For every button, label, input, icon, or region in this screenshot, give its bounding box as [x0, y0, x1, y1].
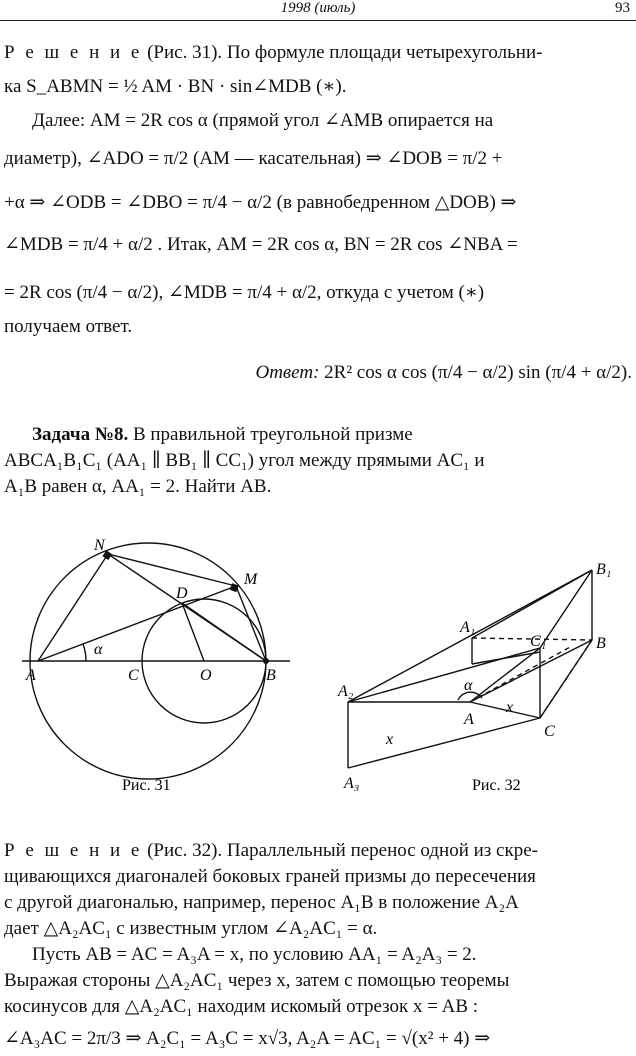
solution2-line-4: дает △A₂AC₁ с известным углом ∠A₂AC₁ = α. [4, 918, 378, 939]
segment-NM [108, 554, 236, 586]
label-D: D [176, 585, 188, 602]
solution-line-4: диаметр), ∠ADO = π/2 (AM — касательная) ⇒ ∠DOB = π/2 + [4, 148, 503, 169]
solution-line-2: ка S_ABMN = ½ AM · BN · sin∠MDB (∗). [4, 76, 347, 97]
solution-lead: Р е ш е н и е [4, 42, 143, 63]
label-C-32: C [544, 723, 555, 740]
label-A-32: A [464, 711, 474, 728]
label-B-32: B [596, 635, 606, 652]
label-A3: A₃ [344, 775, 360, 792]
problem-text: В правильной треугольной призме [128, 424, 413, 445]
diag-A-C1 [470, 648, 540, 702]
caption-fig32: Рис. 32 [472, 777, 521, 794]
label-A2: A₂ [338, 683, 354, 700]
label-A1: A₁ [460, 619, 476, 636]
segment-AM [38, 586, 236, 661]
label-alpha-32: α [464, 677, 473, 694]
solution-line-7: = 2R cos (π/4 − α/2), ∠MDB = π/4 + α/2, откуда с учетом (∗) [4, 282, 485, 303]
solution2-line-7: косинусов для △A₂AC₁ находим искомый отрезок x = AB : [4, 996, 479, 1017]
solution-line-5: +α ⇒ ∠ODB = ∠DBO = π/4 − α/2 (в равнобедренном △DOB) ⇒ [4, 192, 517, 213]
solution-text: (Рис. 31). По формуле площади четырехугольни- [142, 42, 543, 63]
page-number: 93 [615, 0, 630, 16]
solution2-lead: Р е ш е н и е [4, 840, 143, 861]
figures-area [0, 528, 636, 808]
solution2-text: (Рис. 32). Параллельный перенос одной из скре- [142, 840, 538, 861]
label-B1: B₁ [596, 561, 612, 578]
solution2-line-1 [4, 838, 632, 864]
problem-label: Задача №8. [32, 424, 129, 445]
solution2-line-2: щивающихся диагоналей боковых граней призмы до пересечения [4, 866, 536, 887]
label-x-1: x [386, 731, 394, 748]
diag-A2-C1 [348, 648, 540, 702]
running-title: 1998 (июль) [280, 0, 356, 16]
solution2-line-5: Пусть AB = AC = A₃A = x, по условию AA₁ = A₂A₃ = 2. [32, 944, 477, 965]
edge-A1-B1 [472, 570, 592, 638]
running-header [0, 0, 636, 21]
angle-arc [83, 644, 86, 661]
segment-DB [182, 603, 266, 661]
label-C1: C₁ [530, 633, 547, 650]
label-O: O [200, 667, 212, 684]
label-M: M [244, 571, 258, 588]
solution-line-6: ∠MDB = π/4 + α/2 . Итак, AM = 2R cos α, BN = 2R cos ∠NBA = [4, 234, 518, 255]
label-N: N [94, 537, 105, 554]
solution-line-3: Далее: AM = 2R cos α (прямой угол ∠AMB опирается на [32, 110, 494, 131]
edge-C1-B1 [540, 570, 592, 648]
label-C: C [128, 667, 139, 684]
point-B [263, 658, 269, 664]
label-A: A [26, 667, 36, 684]
answer-line [4, 360, 632, 386]
solution2-line-8: ∠A₃AC = 2π/3 ⇒ A₂C₁ = A₃C = x√3, A₂A = AC₁ = √(x² + 4) ⇒ [4, 1028, 491, 1049]
problem-line-2: ABCA₁B₁C₁ (AA₁ ∥ BB₁ ∥ CC₁) угол между прямыми AC₁ и [4, 450, 485, 471]
label-alpha-31: α [94, 641, 103, 658]
solution2-line-6: Выражая стороны △A₂AC₁ через x, затем с помощью теоремы [4, 970, 510, 991]
solution2-line-3: с другой диагональю, например, перенос A₁B в положение A₂A [4, 892, 519, 913]
edge-A-C [470, 702, 540, 718]
answer-label: Ответ: [255, 362, 320, 383]
solution-line-8: получаем ответ. [4, 316, 133, 337]
edge-A3-C [348, 718, 540, 768]
solution-line-1 [4, 40, 632, 66]
figure-32 [348, 570, 592, 768]
problem-line-3: A₁B равен α, AA₁ = 2. Найти AB. [4, 476, 272, 497]
caption-fig31: Рис. 31 [122, 777, 171, 794]
answer-text: 2R² cos α cos (π/4 − α/2) sin (π/4 + α/2). [319, 362, 632, 383]
label-B: B [266, 667, 276, 684]
problem-line-1 [4, 422, 636, 448]
label-x-2: x [506, 699, 514, 716]
segment-MB [236, 586, 266, 661]
